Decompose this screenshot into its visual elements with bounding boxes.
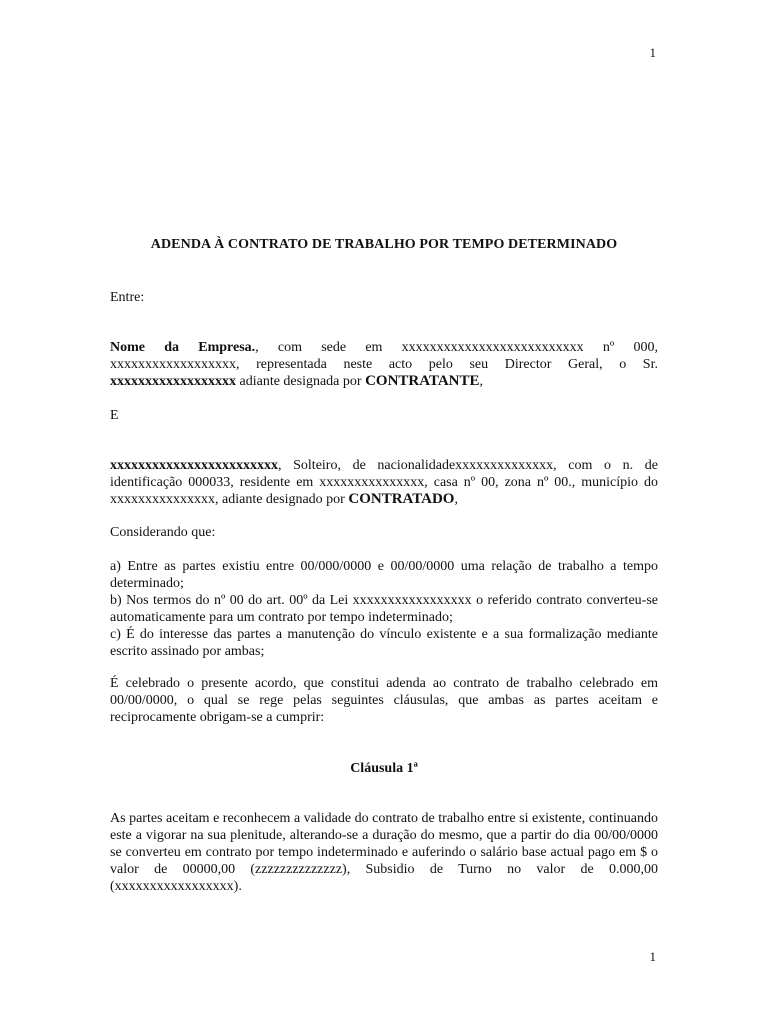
item-b: b) Nos termos do nº 00 do art. 00º da Lei xxxxxxxxxxxxxxxxx o referido contrato converteu-se automaticamente para um contrato por tempo indeterminado; [110, 593, 658, 625]
celebrado-text: É celebrado o presente acordo, que constitui adenda ao contrato de trabalho celebrado em 00/00/0000, o qual se rege pelas seguintes cláusulas, que ambas as partes aceitam e reciprocamente obrigam-se a cumprir: [110, 676, 658, 725]
contratado-label: CONTRATADO [348, 491, 455, 507]
entre-label [110, 289, 658, 306]
clausula-paragraph [110, 810, 658, 895]
entre-text: Entre: [110, 290, 145, 305]
considerando-label [110, 524, 658, 541]
page-number-top: 1 [649, 45, 656, 60]
party2-paragraph [110, 457, 658, 508]
representative-name: xxxxxxxxxxxxxxxxxx [110, 374, 236, 389]
e-label [110, 407, 658, 424]
contratante-label: CONTRATANTE [365, 373, 480, 389]
item-a: a) Entre as partes existiu entre 00/000/0000 e 00/00/0000 uma relação de trabalho a tempo determinado; [110, 559, 658, 591]
company-name: Nome da Empresa. [110, 340, 256, 355]
employee-name: xxxxxxxxxxxxxxxxxxxxxxxx [110, 458, 278, 473]
document-title: ADENDA À CONTRATO DE TRABALHO POR TEMPO DETERMINADO [150, 237, 618, 252]
e-text: E [110, 408, 119, 423]
party2-end: , [454, 492, 458, 507]
party1-text2: adiante designada por [236, 374, 366, 389]
party1-end: , [479, 374, 484, 389]
item-c: c) É do interesse das partes a manutenção do vínculo existente e a sua formalização mediante escrito assinado por ambas; [110, 627, 658, 659]
party2-text1: , Solteiro, de nacionalidadexxxxxxxxxxxxxx, com o n. de identificação 000033, residente em xxxxxxxxxxxxxxx, casa nº 00, zona nº 00., município do xxxxxxxxxxxxxxx, adiante designado por [110, 458, 658, 507]
clausula-text: As partes aceitam e reconhecem a validade do contrato de trabalho entre si existente, continuando este a vigorar na sua plenitude, alterando-se a duração do mesmo, que a partir do dia 00/00/0000 se converteu em contrato por tempo indeterminado e auferindo o salário base actual pago em $ o valor de 00000,00 (zzzzzzzzzzzzzz), Subsidio de Turno no valor de 0.000,00 (xxxxxxxxxxxxxxxxx). [110, 811, 658, 894]
celebrado-paragraph [110, 675, 658, 726]
considerando-items [110, 558, 658, 660]
party1-paragraph [110, 339, 658, 390]
considerando-text: Considerando que: [110, 525, 216, 540]
clausula-heading: Cláusula 1ª [350, 761, 418, 776]
page-number-bottom: 1 [649, 949, 656, 964]
party1-text1: , com sede em xxxxxxxxxxxxxxxxxxxxxxxxxx nº 000, xxxxxxxxxxxxxxxxxx, representada neste acto pelo seu Director Geral, o Sr. [110, 340, 658, 372]
